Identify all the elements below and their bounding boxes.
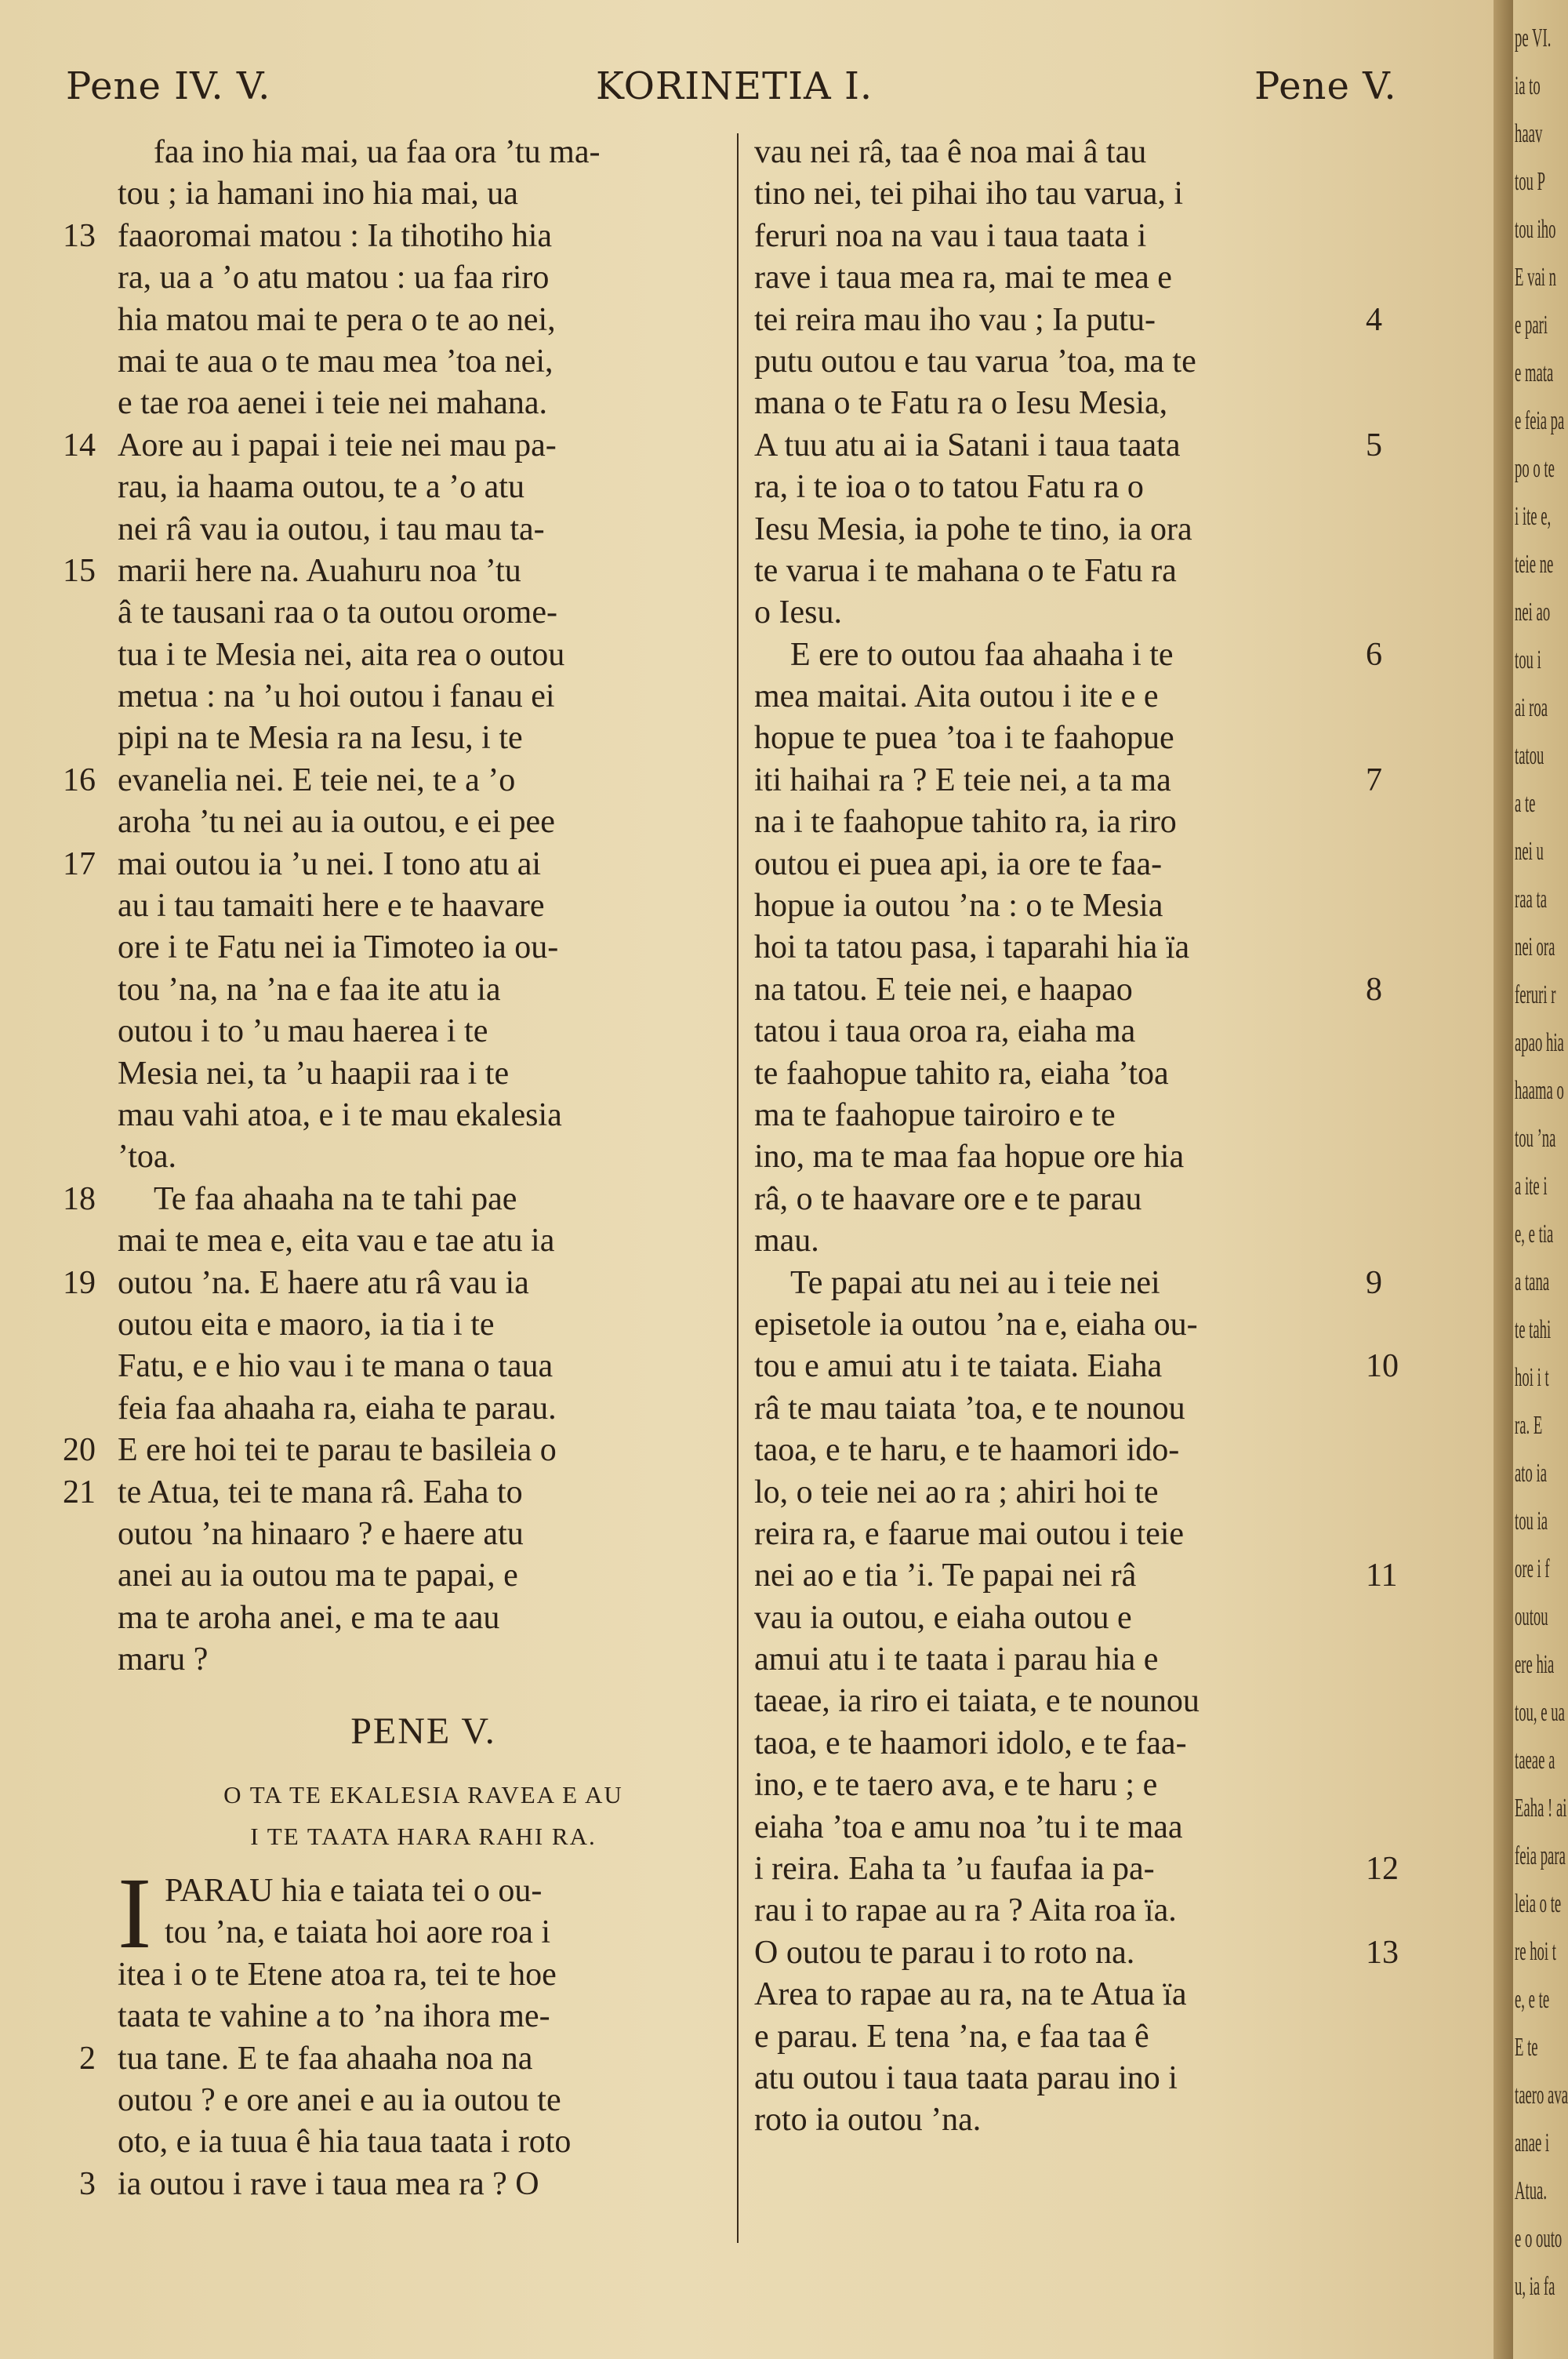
next-page-fragment: feia para: [1515, 1841, 1566, 1870]
line-text: iti haihai ra ? E teie nei, a ta ma: [754, 761, 1171, 798]
next-page-fragment: tou, e ua: [1515, 1698, 1565, 1727]
line-text: mai te mea e, eita vau e tae atu ia: [118, 1223, 555, 1259]
verse-number: 15: [63, 552, 96, 589]
verse-number: 18: [63, 1180, 96, 1217]
text-line: [754, 216, 1359, 257]
text-line: [118, 634, 729, 676]
text-line: [118, 257, 729, 299]
text-line: [754, 467, 1359, 508]
next-page-fragment: nei u: [1515, 837, 1544, 866]
line-text: ino, ma te maa faa hopue ore hia: [754, 1139, 1185, 1176]
line-text: A tuu atu ai ia Satani i taua taata: [754, 427, 1181, 463]
line-text: tei reira mau iho vau ; Ia putu-: [754, 301, 1156, 338]
text-line: [118, 2121, 729, 2163]
line-text: nei ao e tia ’i. Te papai nei râ: [754, 1558, 1137, 1594]
next-page-fragment: ore i f: [1515, 1554, 1550, 1583]
line-text: mea maitai. Aita outou i ite e e: [754, 678, 1159, 715]
text-line: [118, 1954, 729, 1996]
next-page-fragment: nei ao: [1515, 598, 1551, 627]
next-page-fragment: Atua.: [1515, 2176, 1548, 2205]
line-text: Iesu Mesia, ia pohe te tino, ia ora: [754, 511, 1192, 547]
chapter-summary-line: I TE TAATA HARA RAHI RA.: [250, 1823, 597, 1850]
text-line: [754, 676, 1359, 718]
line-text: atu outou i taua taata parau ino i: [754, 2059, 1178, 2096]
chapter-summary-line: O TA TE EKALESIA RAVEA E AU: [223, 1781, 623, 1808]
line-text: te varua i te mahana o te Fatu ra: [754, 552, 1177, 589]
text-line: [118, 2080, 729, 2121]
text-line: [79, 2038, 729, 2080]
next-page-fragment: a te: [1515, 789, 1536, 818]
text-line: [754, 885, 1359, 927]
line-text: anei au ia outou ma te papai, e: [118, 1558, 518, 1594]
next-page-fragment: pe VI.: [1515, 24, 1552, 53]
text-line: [754, 2016, 1359, 2058]
text-line: [63, 551, 729, 592]
line-text: tua tane. E te faa ahaaha noa na: [118, 2040, 533, 2077]
next-page-fragment: e, e tia: [1515, 1219, 1554, 1249]
verse-number: 7: [1366, 761, 1382, 798]
next-page-fragment: raa ta: [1515, 885, 1548, 914]
text-line: [754, 2099, 1359, 2141]
line-text: itea i o te Etene atoa ra, tei te hoe: [118, 1956, 557, 1993]
line-text: tou ’na, na ’na e faa ite atu ia: [118, 971, 501, 1008]
next-page-fragment: ra. E: [1515, 1411, 1543, 1440]
next-page-fragment: haav: [1515, 119, 1543, 148]
next-page-fragment: e pari: [1515, 311, 1548, 340]
next-page-fragment: tou ’na: [1515, 1124, 1556, 1153]
text-line: [63, 1179, 729, 1220]
line-text: ’toa.: [118, 1139, 177, 1176]
line-text: tua i te Mesia nei, aita rea o outou: [118, 636, 565, 673]
text-line: [754, 1388, 1359, 1430]
text-line: [754, 927, 1359, 969]
line-text: te Atua, tei te mana râ. Eaha to: [118, 1474, 523, 1510]
line-text: episetole ia outou ’na e, eiaha ou-: [754, 1306, 1198, 1343]
text-line: [754, 1304, 1359, 1346]
header-left: Pene IV. V.: [66, 64, 271, 108]
line-text: tatou i taua oroa ra, eiaha ma: [754, 1013, 1136, 1050]
line-text: oto, e ia tuua ê hia taua taata i roto: [118, 2124, 572, 2161]
line-text: putu outou e tau varua ’toa, ma te: [754, 343, 1196, 380]
text-line: [754, 1220, 1359, 1262]
text-line: [118, 718, 729, 759]
line-text: tino nei, tei pihai iho tau varua, i: [754, 176, 1184, 213]
text-line: [754, 1848, 1399, 1890]
next-page-fragment: te tahi: [1515, 1315, 1552, 1344]
line-text: nei râ vau ia outou, i tau mau ta-: [118, 511, 545, 547]
text-line: [118, 1095, 729, 1136]
chapter-summary: [118, 1774, 729, 1857]
line-text: te faahopue tahito ra, eiaha ’toa: [754, 1055, 1169, 1092]
line-text: roto ia outou ’na.: [754, 2102, 982, 2139]
column-divider: [737, 133, 739, 2243]
line-text: na tatou. E teie nei, e haapao: [754, 971, 1133, 1008]
next-page-fragment: hoi i t: [1515, 1363, 1549, 1392]
line-text: Fatu, e e hio vau i te mana o taua: [118, 1348, 554, 1385]
text-line: [79, 2164, 729, 2205]
verse-number: 20: [63, 1432, 96, 1469]
text-line: [754, 969, 1382, 1011]
line-text: amui atu i te taata i parau hia e: [754, 1641, 1159, 1678]
text-line: [118, 1996, 729, 2037]
text-line: [754, 257, 1359, 299]
text-line: [118, 1555, 729, 1597]
text-line: [754, 1555, 1398, 1597]
text-line: [754, 1807, 1359, 1848]
chapter-heading: PENE V.: [350, 1710, 496, 1752]
text-line: [754, 1346, 1399, 1387]
text-line: [754, 551, 1359, 592]
line-text: ma te aroha anei, e ma te aau: [118, 1599, 500, 1636]
text-line: [63, 1472, 729, 1514]
next-page-fragment: feruri r: [1515, 980, 1556, 1009]
next-page-fragment: tou iho: [1515, 215, 1556, 244]
line-text: outou ’na. E haere atu râ vau ia: [118, 1264, 529, 1301]
line-text: tou ’na, e taiata hoi aore roa i: [165, 1914, 551, 1951]
next-page-fragment: tou ia: [1515, 1507, 1548, 1536]
line-text: ore i te Fatu nei ia Timoteo ia ou-: [118, 929, 559, 966]
line-text: marii here na. Auahuru noa ’tu: [118, 552, 521, 589]
next-page-fragment: e o outo: [1515, 2224, 1563, 2253]
line-text: tou ; ia hamani ino hia mai, ua: [118, 176, 518, 213]
text-line: [118, 1870, 729, 1912]
line-text: ra, i te ioa o to tatou Fatu ra o: [754, 469, 1144, 506]
text-line: [754, 341, 1359, 383]
text-line: [63, 1263, 729, 1304]
text-line: [118, 1912, 729, 1954]
text-line: [63, 216, 729, 257]
next-page-fragment: a tana: [1515, 1267, 1550, 1296]
line-text: hopue te puea ’toa i te faahopue: [754, 720, 1174, 757]
text-line: [63, 1430, 729, 1471]
next-page-fragment: ere hia: [1515, 1650, 1555, 1679]
line-text: maru ?: [118, 1641, 209, 1678]
line-text: mau.: [754, 1223, 819, 1259]
next-page-fragment: taeae a: [1515, 1746, 1555, 1775]
text-line: [118, 467, 729, 508]
text-line: [754, 1974, 1359, 2016]
line-text: mai outou ia ’u nei. I tono atu ai: [118, 845, 542, 882]
verse-number: 13: [1366, 1934, 1399, 1971]
next-page-fragment: outou: [1515, 1602, 1548, 1631]
line-text: taoa, e te haamori idolo, e te faa-: [754, 1725, 1187, 1761]
text-line: [754, 173, 1359, 215]
text-line: [118, 1136, 729, 1178]
next-page-fragment: tou P: [1515, 167, 1545, 196]
line-text: o Iesu.: [754, 594, 842, 631]
line-text: rau, ia haama outou, te a ’o atu: [118, 469, 524, 506]
line-text: outou eita e maoro, ia tia i te: [118, 1306, 495, 1343]
verse-number: 2: [79, 2040, 96, 2077]
text-line: [754, 1681, 1359, 1722]
line-text: rau i to rapae au ra ? Aita roa ïa.: [754, 1892, 1177, 1929]
next-page-fragment: u, ia fa: [1515, 2272, 1555, 2301]
text-line: [754, 1514, 1359, 1555]
text-line: [754, 300, 1382, 341]
line-text: feruri noa na vau i taua taata i: [754, 217, 1147, 254]
line-text: faaoromai matou : Ia tihotiho hia: [118, 217, 552, 254]
text-line: [118, 383, 729, 424]
line-text: ia outou i rave i taua mea ra ? O: [118, 2165, 539, 2202]
right-column: [754, 132, 1399, 2142]
line-text: hopue ia outou ’na : o te Mesia: [754, 888, 1163, 925]
left-column: [63, 132, 729, 1681]
verse-number: 13: [63, 217, 96, 254]
next-page-fragment: ai roa: [1515, 693, 1548, 722]
text-line: [754, 760, 1382, 801]
text-line: [118, 1598, 729, 1639]
text-line: [754, 1263, 1382, 1304]
text-line: [118, 173, 729, 215]
next-page-fragment: anae i: [1515, 2128, 1550, 2157]
verse-number: 9: [1366, 1264, 1382, 1301]
drop-cap: I: [118, 1857, 152, 1970]
text-line: [63, 844, 729, 885]
line-text: vau ia outou, e eiaha outou e: [754, 1599, 1132, 1636]
verse-number: 4: [1366, 301, 1382, 338]
verse-number: 19: [63, 1264, 96, 1301]
line-text: O outou te parau i to roto na.: [754, 1934, 1135, 1971]
line-text: râ te mau taiata ’toa, e te nounou: [754, 1390, 1185, 1427]
text-line: [754, 383, 1359, 424]
verse-number: 11: [1366, 1558, 1398, 1594]
text-line: [754, 132, 1359, 173]
text-line: [754, 801, 1359, 843]
text-line: [754, 1890, 1359, 1932]
verse-number: 3: [79, 2165, 96, 2202]
text-line: [754, 1765, 1359, 1806]
next-page-fragment: E te: [1515, 2033, 1538, 2062]
text-line: [754, 425, 1382, 467]
line-text: feia faa ahaaha ra, eiaha te parau.: [118, 1390, 557, 1427]
line-text: Mesia nei, ta ’u haapii raa i te: [118, 1055, 510, 1092]
next-page-edge: [1513, 0, 1568, 2359]
verse-number: 6: [1366, 636, 1382, 673]
text-line: [754, 1011, 1359, 1052]
next-page-fragment: e, e te: [1515, 1985, 1550, 2014]
line-text: hia matou mai te pera o te ao nei,: [118, 301, 556, 338]
text-line: [118, 1388, 729, 1430]
next-page-fragment: teie ne: [1515, 550, 1554, 579]
text-line: [118, 885, 729, 927]
line-text: hoi ta tatou pasa, i taparahi hia ïa: [754, 929, 1190, 966]
line-text: lo, o teie nei ao ra ; ahiri hoi te: [754, 1474, 1159, 1510]
text-line: [754, 844, 1359, 885]
text-line: [118, 1011, 729, 1052]
line-text: e tae roa aenei i teie nei mahana.: [118, 385, 548, 422]
next-page-fragment: ato ia: [1515, 1459, 1548, 1488]
line-text: ra, ua a ’o atu matou : ua faa riro: [118, 260, 550, 296]
verse-number: 17: [63, 845, 96, 882]
text-line: [118, 592, 729, 634]
line-text: eiaha ’toa e amu noa ’tu i te maa: [754, 1808, 1183, 1845]
text-line: [118, 1220, 729, 1262]
line-text: evanelia nei. E teie nei, te a ’o: [118, 761, 516, 798]
line-text: Te faa ahaaha na te tahi pae: [154, 1180, 517, 1217]
text-line: [754, 1598, 1359, 1639]
text-line: [63, 425, 729, 467]
next-page-fragment: i ite e,: [1515, 502, 1552, 531]
text-line: [118, 1639, 729, 1681]
text-line: [118, 801, 729, 843]
next-page-fragment: Eaha ! ai: [1515, 1794, 1567, 1823]
text-line: [118, 509, 729, 551]
verse-number: 5: [1366, 427, 1382, 463]
line-text: taata te vahine a to ’na ihora me-: [118, 1998, 550, 2035]
line-text: outou i to ’u mau haerea i te: [118, 1013, 488, 1050]
text-line: [754, 1932, 1399, 1974]
next-page-fragment: ia to: [1515, 71, 1541, 100]
text-line: [754, 509, 1359, 551]
verse-number: 21: [63, 1474, 96, 1510]
text-line: [118, 927, 729, 969]
text-line: [118, 300, 729, 341]
text-line: [754, 1179, 1359, 1220]
verse-number: 14: [63, 427, 96, 463]
line-text: mana o te Fatu ra o Iesu Mesia,: [754, 385, 1168, 422]
line-text: taoa, e te haru, e te haamori ido-: [754, 1432, 1180, 1469]
next-page-fragment: apao hia: [1515, 1028, 1564, 1057]
next-page-fragment: nei ora: [1515, 932, 1555, 961]
next-page-fragment: re hoi t: [1515, 1937, 1556, 1966]
chapter-body: [79, 1857, 729, 2205]
next-page-fragment: e mata: [1515, 358, 1554, 387]
next-page-fragment: taero ava: [1515, 2081, 1568, 2110]
header-right: Pene V.: [1254, 64, 1397, 108]
line-text: ino, e te taero ava, e te haru ; e: [754, 1767, 1158, 1804]
line-text: outou ’na hinaaro ? e haere atu: [118, 1515, 524, 1552]
line-text: faa ino hia mai, ua faa ora ’tu ma-: [154, 134, 601, 170]
line-text: i reira. Eaha ta ’u faufaa ia pa-: [754, 1851, 1155, 1888]
text-line: [754, 592, 1359, 634]
line-text: reira ra, e faarue mai outou i teie: [754, 1515, 1185, 1552]
line-text: au i tau tamaiti here e te haavare: [118, 888, 545, 925]
line-text: vau nei râ, taa ê noa mai â tau: [754, 134, 1147, 170]
line-text: pipi na te Mesia ra na Iesu, i te: [118, 720, 523, 757]
text-line: [118, 132, 729, 173]
line-text: Area to rapae au ra, na te Atua ïa: [754, 1976, 1187, 2013]
line-text: PARAU hia e taiata tei o ou-: [165, 1873, 543, 1909]
next-page-fragment: haama o: [1515, 1076, 1564, 1105]
text-line: [118, 969, 729, 1011]
line-text: outou ei puea api, ia ore te faa-: [754, 845, 1163, 882]
text-line: [754, 1095, 1359, 1136]
next-page-fragment: leia o te: [1515, 1889, 1562, 1918]
text-line: [754, 1472, 1359, 1514]
text-line: [118, 341, 729, 383]
text-line: [754, 1723, 1359, 1765]
line-text: ma te faahopue tairoiro e te: [754, 1096, 1116, 1133]
line-text: E ere to outou faa ahaaha i te: [790, 636, 1174, 673]
text-line: [754, 634, 1382, 676]
next-page-fragment: tatou: [1515, 741, 1544, 770]
text-line: [754, 1639, 1359, 1681]
verse-number: 16: [63, 761, 96, 798]
line-text: Aore au i papai i teie nei mau pa-: [118, 427, 557, 463]
text-line: [754, 2058, 1359, 2099]
header-title: KORINETIA I.: [596, 64, 873, 108]
text-line: [118, 1346, 729, 1387]
text-line: [63, 760, 729, 801]
next-page-fragment: po o te: [1515, 454, 1555, 483]
line-text: e parau. E tena ’na, e faa taa ê: [754, 2018, 1149, 2055]
line-text: outou ? e ore anei e au ia outou te: [118, 2081, 561, 2118]
line-text: na i te faahopue tahito ra, ia riro: [754, 804, 1177, 841]
text-line: [118, 676, 729, 718]
book-gutter: [1494, 0, 1513, 2359]
next-page-fragment: e feia pa: [1515, 406, 1565, 435]
text-line: [754, 1053, 1359, 1095]
text-line: [754, 718, 1359, 759]
verse-number: 12: [1366, 1851, 1399, 1888]
line-text: metua : na ’u hoi outou i fanau ei: [118, 678, 555, 715]
text-line: [754, 1430, 1359, 1471]
verse-number: 8: [1366, 971, 1382, 1008]
text-line: [118, 1304, 729, 1346]
text-line: [118, 1514, 729, 1555]
line-text: mai te aua o te mau mea ’toa nei,: [118, 343, 554, 380]
text-line: [754, 1136, 1359, 1178]
line-text: tou e amui atu i te taiata. Eiaha: [754, 1348, 1163, 1385]
line-text: â te tausani raa o ta outou orome-: [118, 594, 557, 631]
line-text: rave i taua mea ra, mai te mea e: [754, 260, 1172, 296]
running-header: [0, 64, 1494, 111]
line-text: aroha ’tu nei au ia outou, e ei pee: [118, 804, 555, 841]
line-text: Te papai atu nei au i teie nei: [790, 1264, 1160, 1301]
next-page-fragment: tou i: [1515, 645, 1541, 674]
line-text: râ, o te haavare ore e te parau: [754, 1180, 1142, 1217]
line-text: taeae, ia riro ei taiata, e te nounou: [754, 1683, 1200, 1720]
next-page-fragment: a ite i: [1515, 1172, 1548, 1201]
line-text: E ere hoi tei te parau te basileia o: [118, 1432, 557, 1469]
verse-number: 10: [1366, 1348, 1399, 1385]
next-page-fragment: E vai n: [1515, 263, 1556, 292]
text-line: [118, 1053, 729, 1095]
line-text: mau vahi atoa, e i te mau ekalesia: [118, 1096, 562, 1133]
